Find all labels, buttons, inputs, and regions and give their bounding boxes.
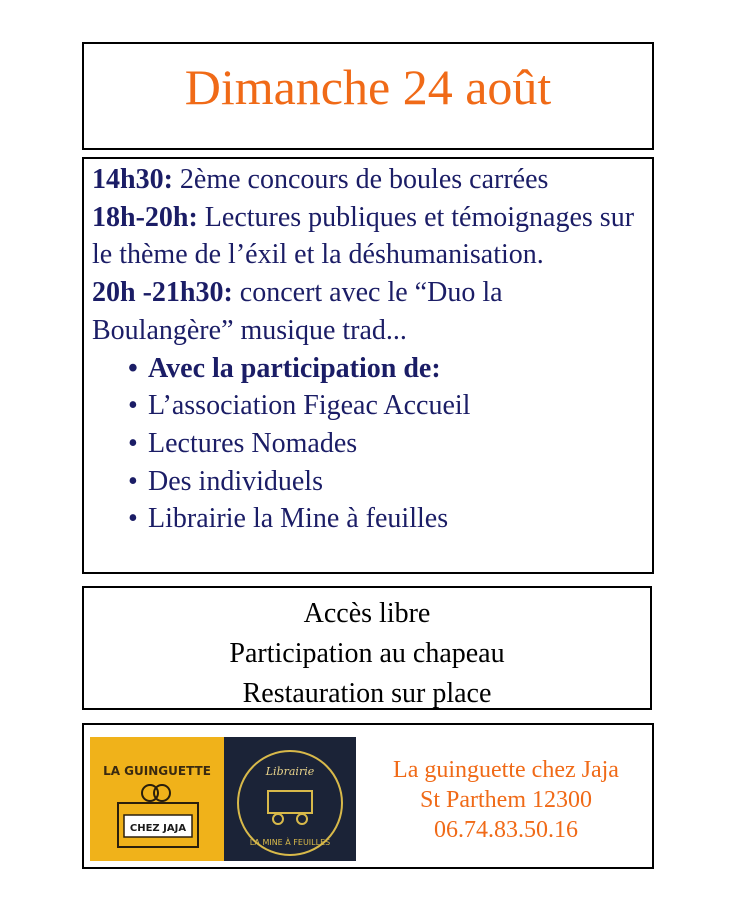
program-time: 18h-20h:	[92, 201, 198, 233]
program-list	[92, 161, 644, 538]
footer-box	[82, 723, 654, 869]
participants-list	[92, 350, 644, 539]
program-box	[82, 157, 654, 574]
librairie-logo-graphic	[224, 737, 356, 861]
participation-heading: • Avec la participation de:	[92, 350, 644, 388]
title-box	[82, 42, 654, 150]
program-time: 14h30:	[92, 164, 173, 195]
contact-address: St Parthem 12300	[420, 787, 592, 813]
logo-bottom-text: CHEZ JAJA	[129, 823, 187, 834]
program-text: Lectures publiques et témoignages sur le thème de l’éxil et la déshumanisation.	[92, 201, 635, 271]
page-title: Dimanche 24 août	[184, 59, 552, 115]
logo-top-text: Librairie	[265, 765, 315, 778]
contact-phone: 06.74.83.50.16	[434, 817, 578, 843]
bullet-icon: •	[128, 352, 138, 384]
logo-top-text: LA GUINGUETTE	[103, 764, 211, 778]
guinguette-logo	[90, 737, 224, 861]
logo-ring-text: LA MINE À FEUILLES	[249, 838, 331, 847]
program-text: 2ème concours de boules carrées	[172, 164, 549, 195]
participant-item: • Lectures Nomades	[92, 425, 644, 463]
participant-item: • Des individuels	[92, 463, 644, 501]
program-item	[92, 199, 644, 274]
bullet-icon: •	[128, 390, 138, 422]
bullet-icon: •	[128, 503, 138, 535]
access-line: Accès libre	[303, 598, 431, 629]
access-line: Participation au chapeau	[229, 638, 505, 669]
contact-name: La guinguette chez Jaja	[393, 757, 619, 783]
bullet-icon: •	[128, 465, 138, 497]
participant-item: • Librairie la Mine à feuilles	[92, 500, 644, 538]
guinguette-logo-graphic	[90, 737, 224, 861]
program-text: concert avec le “Duo la Boulangère” musique trad...	[92, 277, 503, 346]
access-line: Restauration sur place	[242, 678, 492, 709]
program-item	[92, 274, 644, 349]
program-item	[92, 161, 644, 199]
bullet-icon: •	[128, 427, 138, 459]
librairie-logo	[224, 737, 356, 861]
participant-item: • L’association Figeac Accueil	[92, 387, 644, 425]
minecart-icon	[268, 791, 312, 813]
program-time: 20h -21h30:	[92, 277, 233, 309]
contact-info	[364, 755, 648, 845]
access-info	[84, 594, 650, 714]
access-box	[82, 586, 652, 710]
